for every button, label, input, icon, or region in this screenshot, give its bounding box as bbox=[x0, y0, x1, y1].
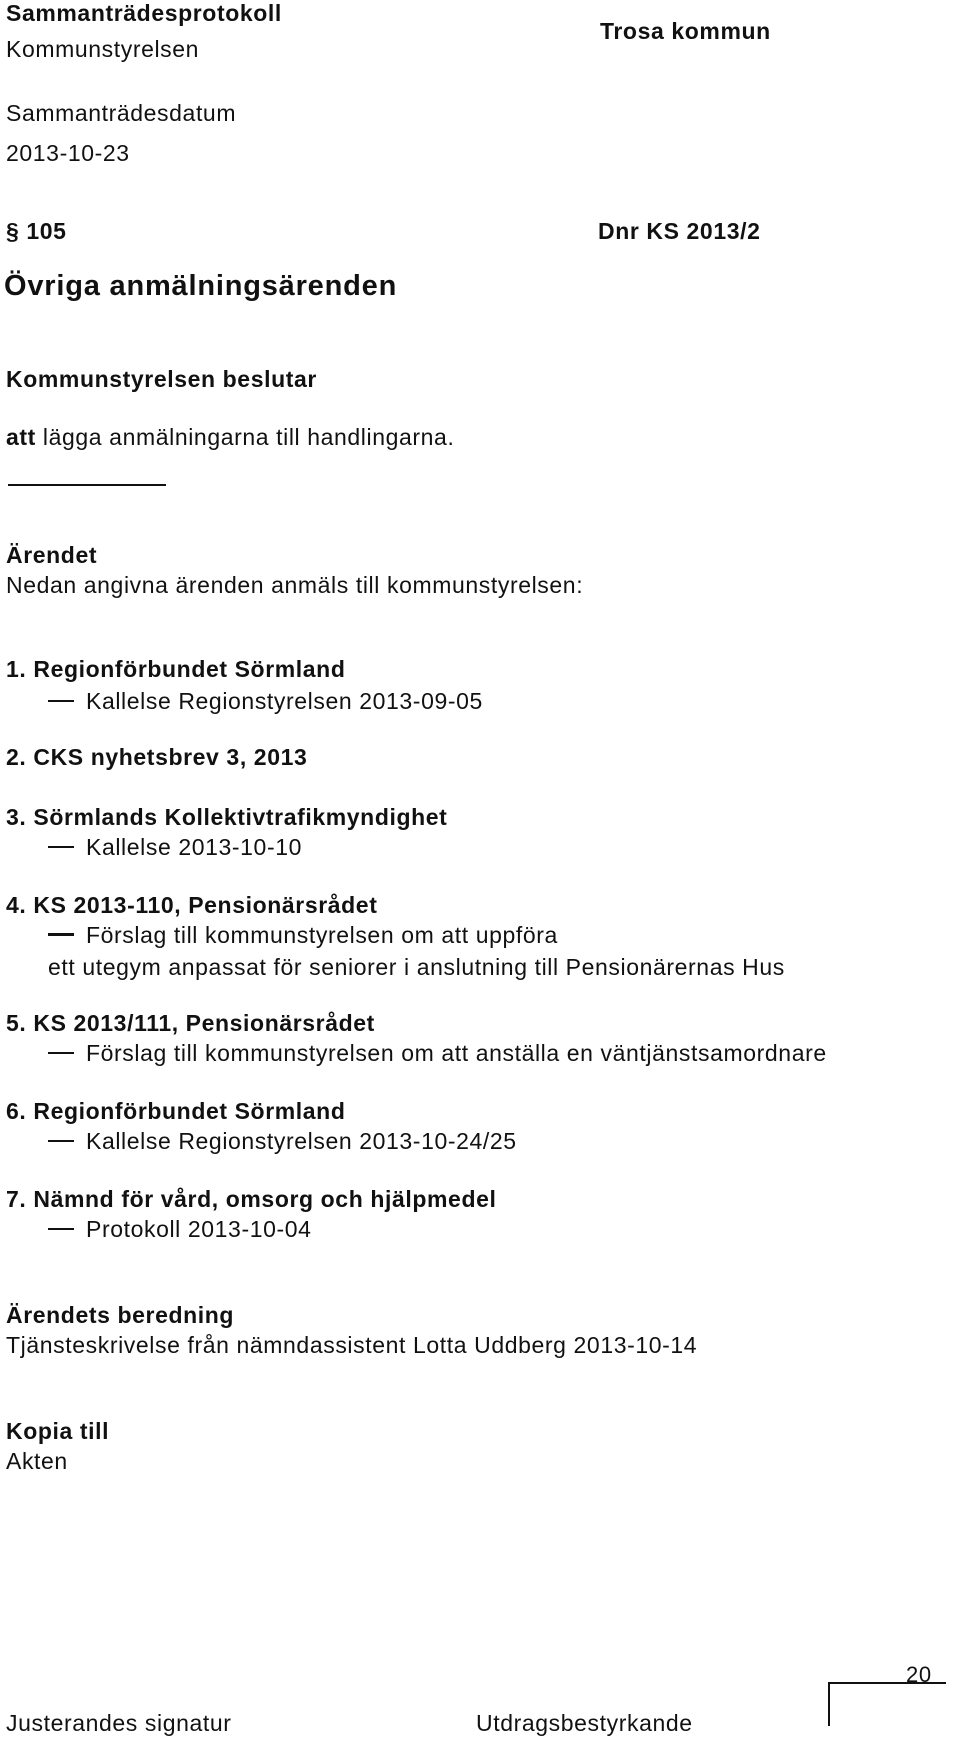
list-item-title: 3. Sörmlands Kollektivtrafikmyndighet bbox=[6, 804, 448, 830]
decision-text bbox=[6, 424, 454, 451]
decision-body: lägga anmälningarna till handlingarna. bbox=[35, 424, 455, 450]
dash-icon bbox=[48, 1228, 74, 1230]
preparation-heading: Ärendets beredning bbox=[6, 1302, 235, 1328]
list-item-detail: Förslag till kommunstyrelsen om att uppföra bbox=[48, 922, 558, 949]
matter-heading: Ärendet bbox=[6, 542, 98, 568]
decision-divider bbox=[8, 484, 166, 486]
list-item-title: 4. KS 2013-110, Pensionärsrådet bbox=[6, 892, 378, 918]
copy-recipient: Akten bbox=[6, 1448, 68, 1474]
matter-intro: Nedan angivna ärenden anmäls till kommunstyrelsen: bbox=[6, 572, 584, 598]
issuing-body: Kommunstyrelsen bbox=[6, 36, 200, 62]
dash-icon bbox=[48, 700, 74, 702]
meeting-date: 2013-10-23 bbox=[6, 140, 130, 166]
dash-icon bbox=[48, 846, 74, 848]
list-item-detail-continued: ett utegym anpassat för seniorer i anslutning till Pensionärernas Hus bbox=[48, 954, 785, 980]
att-keyword: att bbox=[6, 424, 36, 450]
list-item-title: 6. Regionförbundet Sörmland bbox=[6, 1098, 346, 1124]
list-item-title: 2. CKS nyhetsbrev 3, 2013 bbox=[6, 744, 308, 770]
signature-label: Justerandes signatur bbox=[6, 1710, 232, 1736]
page-number: 20 bbox=[906, 1662, 932, 1687]
list-item-title: 5. KS 2013/111, Pensionärsrådet bbox=[6, 1010, 375, 1036]
dash-icon bbox=[48, 933, 74, 936]
meeting-date-label: Sammanträdesdatum bbox=[6, 100, 237, 126]
section-number: § 105 bbox=[6, 218, 67, 244]
dash-icon bbox=[48, 1140, 74, 1142]
case-title: Övriga anmälningsärenden bbox=[4, 270, 398, 302]
signature-box bbox=[828, 1682, 946, 1726]
list-item-detail: Förslag till kommunstyrelsen om att anställa en väntjänstsamordnare bbox=[48, 1040, 827, 1067]
decision-heading: Kommunstyrelsen beslutar bbox=[6, 366, 317, 392]
list-item-title: 7. Nämnd för vård, omsorg och hjälpmedel bbox=[6, 1186, 497, 1212]
municipality-name: Trosa kommun bbox=[600, 18, 771, 44]
diary-number: Dnr KS 2013/2 bbox=[598, 218, 761, 244]
list-item-detail: Kallelse Regionstyrelsen 2013-09-05 bbox=[48, 688, 483, 715]
document-type: Sammanträdesprotokoll bbox=[6, 0, 282, 26]
list-item-title: 1. Regionförbundet Sörmland bbox=[6, 656, 346, 682]
extract-label: Utdragsbestyrkande bbox=[476, 1710, 693, 1736]
dash-icon bbox=[48, 1052, 74, 1054]
list-item-detail: Kallelse 2013-10-10 bbox=[48, 834, 302, 861]
copy-heading: Kopia till bbox=[6, 1418, 110, 1444]
preparation-text: Tjänsteskrivelse från nämndassistent Lotta Uddberg 2013-10-14 bbox=[6, 1332, 698, 1358]
list-item-detail: Protokoll 2013-10-04 bbox=[48, 1216, 312, 1243]
list-item-detail: Kallelse Regionstyrelsen 2013-10-24/25 bbox=[48, 1128, 517, 1155]
